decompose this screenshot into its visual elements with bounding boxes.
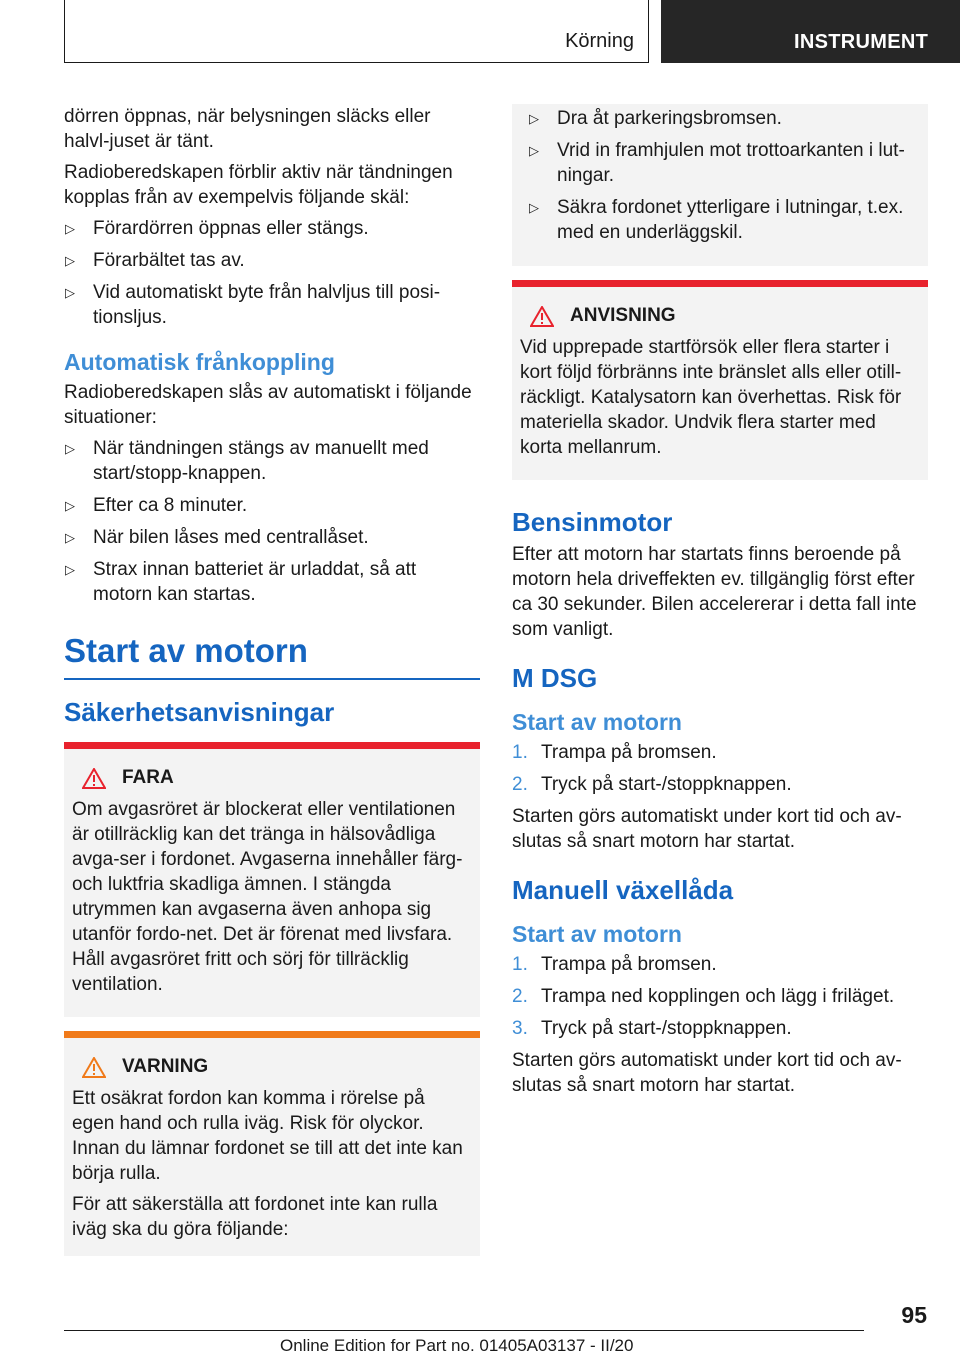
warning-text: Ett osäkrat fordon kan komma i rörelse på egen hand och rulla iväg. Risk för olyckor. Innan du lämnar fordonet se till att det inte kan börja rulla. <box>72 1088 463 1184</box>
paragraph: Radioberedskapen förblir aktiv när tändningen kopplas från av exempelvis följande skäl: <box>64 162 453 208</box>
footer-edition: Online Edition for Part no. 01405A03137 - II/20 <box>280 1336 634 1355</box>
list-item <box>64 525 480 550</box>
notice-box <box>512 280 928 480</box>
section-heading-manual: Manuell växellåda <box>512 875 734 905</box>
page-number: 95 <box>901 1302 927 1328</box>
danger-title-text: FARA <box>122 767 174 788</box>
list-item <box>512 952 928 977</box>
list-item-text: När tändningen stängs av manuellt med start/stopp-knappen. <box>93 438 429 484</box>
step-number: 1. <box>512 954 528 975</box>
list-item <box>64 557 480 607</box>
bullet-list <box>64 216 480 330</box>
triangle-right-icon: ▷ <box>65 253 75 268</box>
left-column <box>64 104 480 1256</box>
subheading-start-engine: Start av motorn <box>512 709 682 735</box>
notice-title-text: ANVISNING <box>570 305 676 326</box>
warning-box <box>64 1031 480 1256</box>
triangle-right-icon: ▷ <box>65 530 75 545</box>
list-item <box>64 280 480 330</box>
paragraph: Starten görs automatiskt under kort tid och av-slutas så snart motorn har startat. <box>512 1050 902 1096</box>
list-item <box>512 984 928 1009</box>
header-section-tab <box>64 0 649 63</box>
warning-title <box>72 1056 472 1078</box>
notice-text: Vid upprepade startförsök eller flera starter i kort följd förbränns inte bränslet alls eller otill-räckligt. Katalysatorn kan överhettas. Risk för materiella skador. Undvik flera starter med korta mellanrum. <box>520 337 902 458</box>
list-item-text: Trampa på bromsen. <box>541 742 717 763</box>
list-item-text: Trampa ned kopplingen och lägg i friläget. <box>541 986 895 1007</box>
list-item-text: Efter ca 8 minuter. <box>93 495 248 516</box>
list-item-text: Trampa på bromsen. <box>541 954 717 975</box>
triangle-right-icon: ▷ <box>65 285 75 300</box>
subheading-start-engine: Start av motorn <box>512 921 682 947</box>
paragraph: dörren öppnas, när belysningen släcks eller halvl-juset är tänt. <box>64 106 431 152</box>
triangle-right-icon: ▷ <box>65 221 75 236</box>
list-item <box>512 740 928 765</box>
list-item-text: Säkra fordonet ytterligare i lutningar, t.ex. med en underläggskil. <box>557 197 904 243</box>
list-item <box>528 195 920 245</box>
subheading-auto-off: Automatisk frånkoppling <box>64 349 335 375</box>
paragraph: Efter att motorn har startats finns beroende på motorn hela driveffekten ev. tillgänglig först efter ca 30 sekunder. Bilen accelererar i detta fall inte som vanligt. <box>512 544 917 640</box>
warning-triangle-icon <box>530 306 554 327</box>
notice-title <box>520 305 920 327</box>
warning-box-continued <box>512 104 928 266</box>
list-item <box>64 248 480 273</box>
numbered-list <box>512 952 928 1041</box>
list-item-text: När bilen låses med centrallåset. <box>93 527 369 548</box>
list-item-text: Förardörren öppnas eller stängs. <box>93 218 369 239</box>
triangle-right-icon: ▷ <box>529 200 539 215</box>
list-item <box>64 216 480 241</box>
header-chapter-label: INSTRUMENT <box>794 31 929 53</box>
section-heading-safety: Säkerhetsanvisningar <box>64 697 335 727</box>
list-item <box>528 106 920 131</box>
list-item-text: Tryck på start-/stoppknappen. <box>541 1018 792 1039</box>
danger-text: Om avgasröret är blockerat eller ventilationen är otillräcklig kan det tränga in hälsovådliga avga-ser i fordonet. Avgaserna innehåller färg- och luktfria skadliga ämnen. I stängda utrymmen kan avgaserna även anhopa sig utanför fordo-net. Det är förenat med livsfara. Håll avgasröret fritt och sörj för tillräcklig ventilation. <box>72 799 463 995</box>
warning-title-text: VARNING <box>122 1056 209 1077</box>
bullet-list <box>64 436 480 607</box>
list-item-text: Dra åt parkeringsbromsen. <box>557 108 782 129</box>
warning-text: För att säkerställa att fordonet inte kan rulla iväg ska du göra följande: <box>72 1194 438 1240</box>
chapter-heading-start: Start av motorn <box>64 631 480 680</box>
list-item-text: Tryck på start-/stoppknappen. <box>541 774 792 795</box>
triangle-right-icon: ▷ <box>529 111 539 126</box>
header-section-label: Körning <box>565 30 634 52</box>
list-item-text: Förarbältet tas av. <box>93 250 245 271</box>
bullet-list <box>520 106 920 245</box>
triangle-right-icon: ▷ <box>65 441 75 456</box>
section-heading-petrol: Bensinmotor <box>512 507 673 537</box>
triangle-right-icon: ▷ <box>65 498 75 513</box>
list-item <box>512 1016 928 1041</box>
numbered-list <box>512 740 928 797</box>
step-number: 1. <box>512 742 528 763</box>
warning-triangle-icon <box>82 1057 106 1078</box>
list-item <box>64 436 480 486</box>
triangle-right-icon: ▷ <box>529 143 539 158</box>
list-item <box>64 493 480 518</box>
step-number: 3. <box>512 1018 528 1039</box>
footer-rule <box>64 1330 864 1331</box>
section-heading-mdsg: M DSG <box>512 663 598 693</box>
list-item-text: Vid automatiskt byte från halvljus till posi-tionsljus. <box>93 282 441 328</box>
paragraph: Radioberedskapen slås av automatiskt i följande situationer: <box>64 382 472 428</box>
warning-triangle-icon <box>82 768 106 789</box>
danger-title <box>72 767 472 789</box>
triangle-right-icon: ▷ <box>65 562 75 577</box>
list-item-text: Strax innan batteriet är urladdat, så att motorn kan startas. <box>93 559 417 605</box>
step-number: 2. <box>512 986 528 1007</box>
danger-box <box>64 742 480 1017</box>
step-number: 2. <box>512 774 528 795</box>
paragraph: Starten görs automatiskt under kort tid och av-slutas så snart motorn har startat. <box>512 806 902 852</box>
header-chapter-tab <box>661 0 960 63</box>
right-column <box>512 104 928 1104</box>
list-item <box>528 138 920 188</box>
list-item <box>512 772 928 797</box>
list-item-text: Vrid in framhjulen mot trottoarkanten i lut-ningar. <box>557 140 905 186</box>
